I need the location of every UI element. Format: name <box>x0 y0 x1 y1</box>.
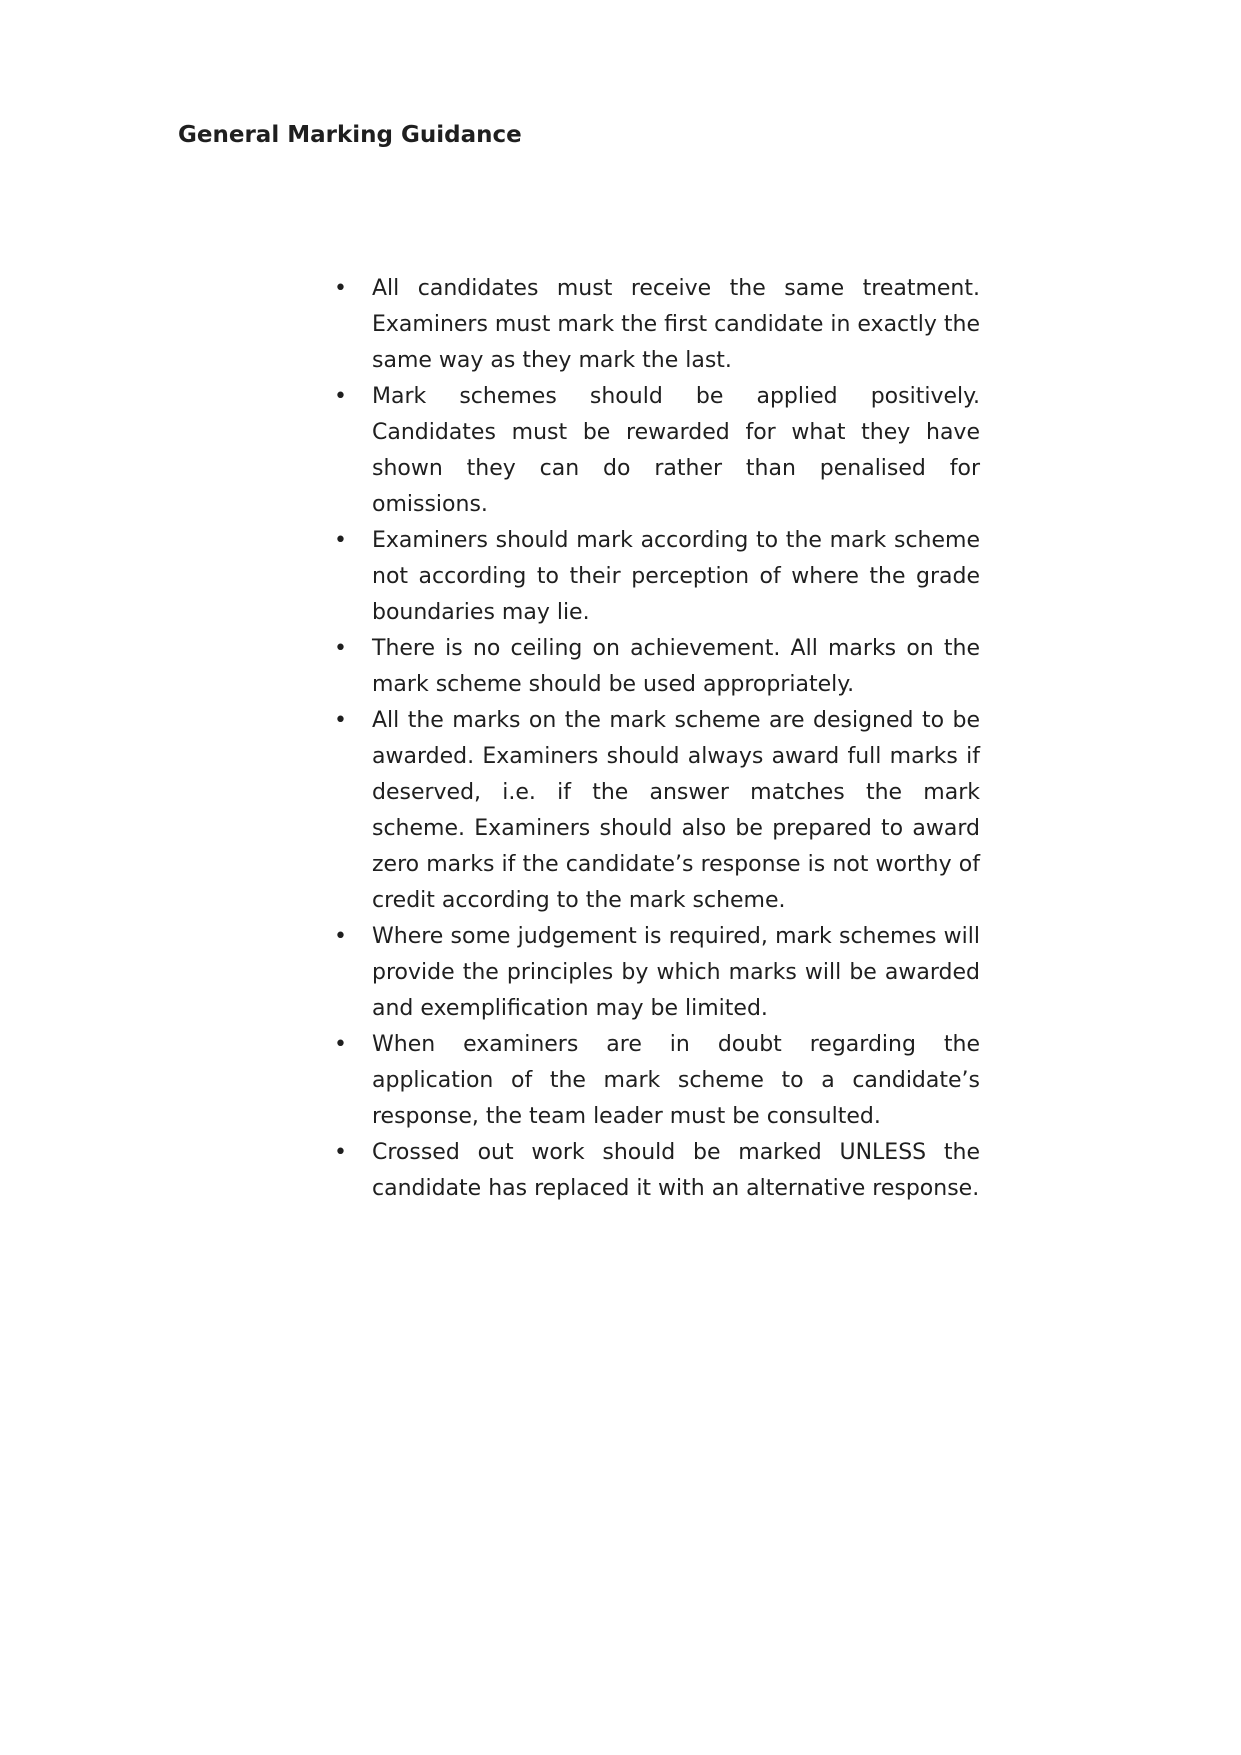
bullet-icon: • <box>334 1140 347 1165</box>
page-title: General Marking Guidance <box>178 122 522 148</box>
bullet-icon: • <box>334 636 347 661</box>
list-item <box>334 703 980 919</box>
bullet-icon: • <box>334 528 347 553</box>
bullet-icon: • <box>334 708 347 733</box>
list-item <box>334 523 980 631</box>
list-item-text: All the marks on the mark scheme are designed to be awarded. Examiners should always award full marks if deserved, i.e. if the answer matches the mark scheme. Examiners should also be prepared to award zero marks if the candidate’s response is not worthy of credit according to the mark scheme. <box>372 708 980 913</box>
list-item-text: There is no ceiling on achievement. All marks on the mark scheme should be used appropriately. <box>372 636 980 697</box>
bullet-icon: • <box>334 924 347 949</box>
list-item <box>334 271 980 379</box>
list-item-text: Examiners should mark according to the mark scheme not according to their perception of where the grade boundaries may lie. <box>372 528 980 625</box>
list-item <box>334 631 980 703</box>
list-item-text: Mark schemes should be applied positively. Candidates must be rewarded for what they have shown they can do rather than penalised for omissions. <box>372 384 980 517</box>
bullet-icon: • <box>334 276 347 301</box>
list-item-text: Where some judgement is required, mark schemes will provide the principles by which marks will be awarded and exemplification may be limited. <box>372 924 980 1021</box>
bullet-icon: • <box>334 1032 347 1057</box>
list-item <box>334 379 980 523</box>
list-item <box>334 1135 980 1207</box>
guidance-list <box>334 271 980 1207</box>
list-item-text: When examiners are in doubt regarding the application of the mark scheme to a candidate’s response, the team leader must be consulted. <box>372 1032 980 1129</box>
list-item-text: Crossed out work should be marked UNLESS the candidate has replaced it with an alternative response. <box>372 1140 980 1201</box>
bullet-icon: • <box>334 384 347 409</box>
list-item <box>334 1027 980 1135</box>
list-item-text: All candidates must receive the same treatment. Examiners must mark the first candidate in exactly the same way as they mark the last. <box>372 276 980 373</box>
list-item <box>334 919 980 1027</box>
